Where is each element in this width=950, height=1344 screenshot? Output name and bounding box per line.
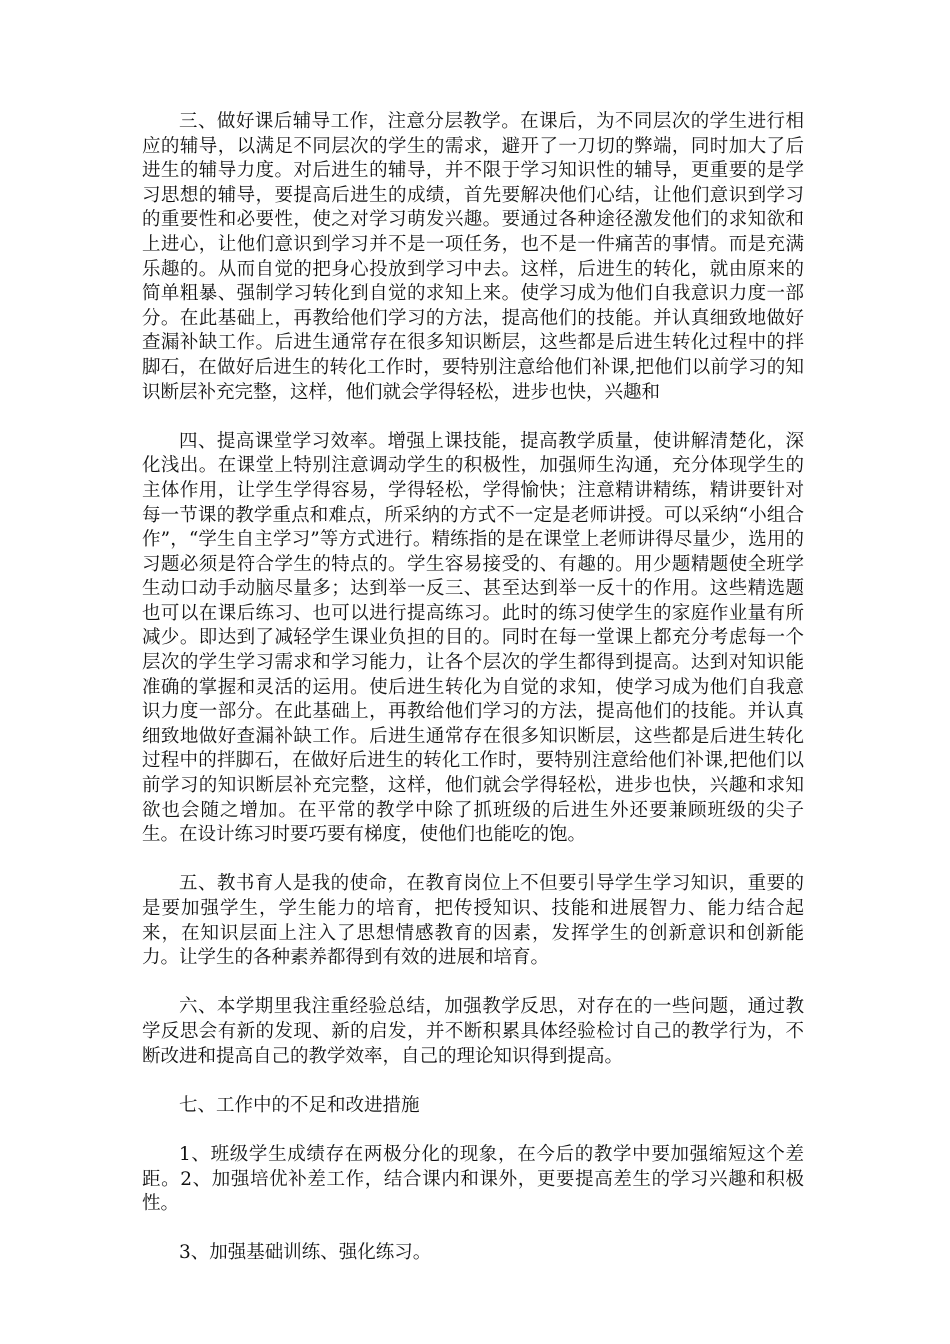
paragraph-improvement-3: 3、加强基础训练、强化练习。 [179,1242,432,1264]
document-body [142,110,804,1266]
paragraph-section-6: 六、本学期里我注重经验总结，加强教学反思，对存在的一些问题，通过教学反思会有新的发现、新的启发，并不断积累具体经验检讨自己的教学行为，不断改进和提高自己的教学效率，自己的理论知识得到提高。 [142,996,804,1067]
paragraph-section-4: 四、提高课堂学习效率。增强上课技能，提高教学质量，使讲解清楚化，深化浅出。在课堂上特别注意调动学生的积极性，加强师生沟通，充分体现学生的主体作用，让学生学得容易，学得轻松，学得愉快；注意精讲精练，精讲要针对每一节课的教学重点和难点，所采纳的方式不一定是老师讲授。可以采纳“小组合作”，“学生自主学习”等方式进行。精练指的是在课堂上老师讲得尽量少，选用的习题必须是符合学生的特点的。学生容易接受的、有趣的。用少题精题使全班学生动口动手动脑尽量多；达到举一反三、甚至达到举一反十的作用。这些精选题也可以在课后练习、也可以进行提高练习。此时的练习使学生的家庭作业量有所减少。即达到了减轻学生课业负担的目的。同时在每一堂课上都充分考虑每一个层次的学生学习需求和学习能力，让各个层次的学生都得到提高。达到对知识能准确的掌握和灵活的运用。使后进生转化为自觉的求知，使学习成为他们自我意识力度一部分。在此基础上，再教给他们学习的方法，提高他们的技能。并认真细致地做好查漏补缺工作。后进生通常存在很多知识断层，这些都是后进生转化过程中的拌脚石，在做好后进生的转化工作时，要特别注意给他们补课,把他们以前学习的知识断层补充完整，这样，他们就会学得轻松，进步也快，兴趣和求知欲也会随之增加。在平常的教学中除了抓班级的后进生外还要兼顾班级的尖子生。在设计练习时要巧要有梯度，使他们也能吃的饱。 [142,430,804,846]
section-heading-7: 七、工作中的不足和改进措施 [179,1094,420,1116]
paragraph-improvement-1-2: 1、班级学生成绩存在两极分化的现象，在今后的教学中要加强缩短这个差距。2、加强培优补差工作，结合课内和课外，更要提高差生的学习兴趣和积极性。 [142,1143,804,1215]
paragraph-section-3: 三、做好课后辅导工作，注意分层教学。在课后，为不同层次的学生进行相应的辅导，以满足不同层次的学生的需求，避开了一刀切的弊端，同时加大了后进生的辅导力度。对后进生的辅导，并不限于学习知识性的辅导，更重要的是学习思想的辅导，要提高后进生的成绩，首先要解决他们心结，让他们意识到学习的重要性和必要性，使之对学习萌发兴趣。要通过各种途径激发他们的求知欲和上进心，让他们意识到学习并不是一项任务，也不是一件痛苦的事情。而是充满乐趣的。从而自觉的把身心投放到学习中去。这样，后进生的转化，就由原来的简单粗暴、强制学习转化到自觉的求知上来。使学习成为他们自我意识力度一部分。在此基础上，再教给他们学习的方法，提高他们的技能。并认真细致地做好查漏补缺工作。后进生通常存在很多知识断层，这些都是后进生转化过程中的拌脚石，在做好后进生的转化工作时，要特别注意给他们补课,把他们以前学习的知识断层补充完整，这样，他们就会学得轻松，进步也快，兴趣和 [142,111,804,403]
paragraph-section-5: 五、教书育人是我的使命，在教育岗位上不但要引导学生学习知识，重要的是要加强学生，学生能力的培育，把传授知识、技能和进展智力、能力结合起来，在知识层面上注入了思想情感教育的因素，发挥学生的创新意识和创新能力。让学生的各种素养都得到有效的进展和培育。 [142,873,804,969]
